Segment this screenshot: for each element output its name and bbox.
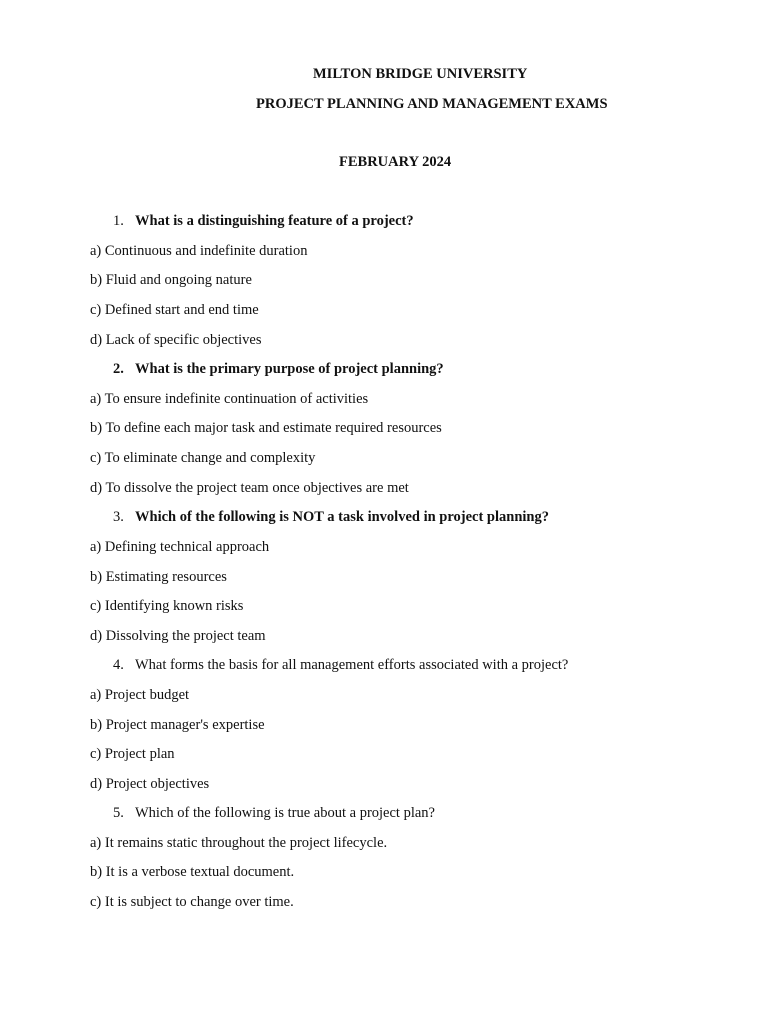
question-2-option-c: c) To eliminate change and complexity — [90, 450, 316, 466]
question-1-option-d: d) Lack of specific objectives — [90, 332, 262, 348]
question-3-option-c: c) Identifying known risks — [90, 598, 244, 614]
question-1-text: What is a distinguishing feature of a project? — [135, 213, 414, 229]
question-4-option-a: a) Project budget — [90, 687, 190, 703]
question-1-option-b: b) Fluid and ongoing nature — [90, 272, 252, 288]
question-3 — [113, 508, 549, 526]
university-name: MILTON BRIDGE UNIVERSITY — [313, 66, 528, 82]
question-4-number: 4. — [113, 657, 124, 673]
question-1 — [113, 212, 414, 230]
question-2-number: 2. — [113, 361, 124, 377]
question-4-text: What forms the basis for all management efforts associated with a project? — [135, 657, 569, 673]
question-2 — [113, 360, 444, 378]
question-3-option-a: a) Defining technical approach — [90, 539, 270, 555]
question-4-option-d: d) Project objectives — [90, 776, 210, 792]
question-5-text: Which of the following is true about a project plan? — [135, 805, 435, 821]
question-1-option-c: c) Defined start and end time — [90, 302, 259, 318]
question-2-option-b: b) To define each major task and estimate required resources — [90, 420, 442, 436]
question-5-option-a: a) It remains static throughout the project lifecycle. — [90, 835, 388, 851]
question-2-option-d: d) To dissolve the project team once objectives are met — [90, 480, 409, 496]
question-3-number: 3. — [113, 509, 124, 525]
exam-date: FEBRUARY 2024 — [339, 154, 452, 170]
question-4 — [113, 656, 568, 674]
question-5-option-b: b) It is a verbose textual document. — [90, 864, 295, 880]
question-3-option-d: d) Dissolving the project team — [90, 628, 266, 644]
question-4-option-c: c) Project plan — [90, 746, 175, 762]
question-5-number: 5. — [113, 805, 124, 821]
question-1-option-a: a) Continuous and indefinite duration — [90, 243, 308, 259]
question-2-option-a: a) To ensure indefinite continuation of activities — [90, 391, 369, 407]
question-1-number: 1. — [113, 213, 124, 229]
exam-title: PROJECT PLANNING AND MANAGEMENT EXAMS — [256, 96, 608, 112]
question-5 — [113, 804, 435, 822]
question-4-option-b: b) Project manager's expertise — [90, 717, 265, 733]
question-3-text: Which of the following is NOT a task involved in project planning? — [135, 509, 549, 525]
question-5-option-c: c) It is subject to change over time. — [90, 894, 294, 910]
question-3-option-b: b) Estimating resources — [90, 569, 227, 585]
question-2-text: What is the primary purpose of project planning? — [135, 361, 444, 377]
